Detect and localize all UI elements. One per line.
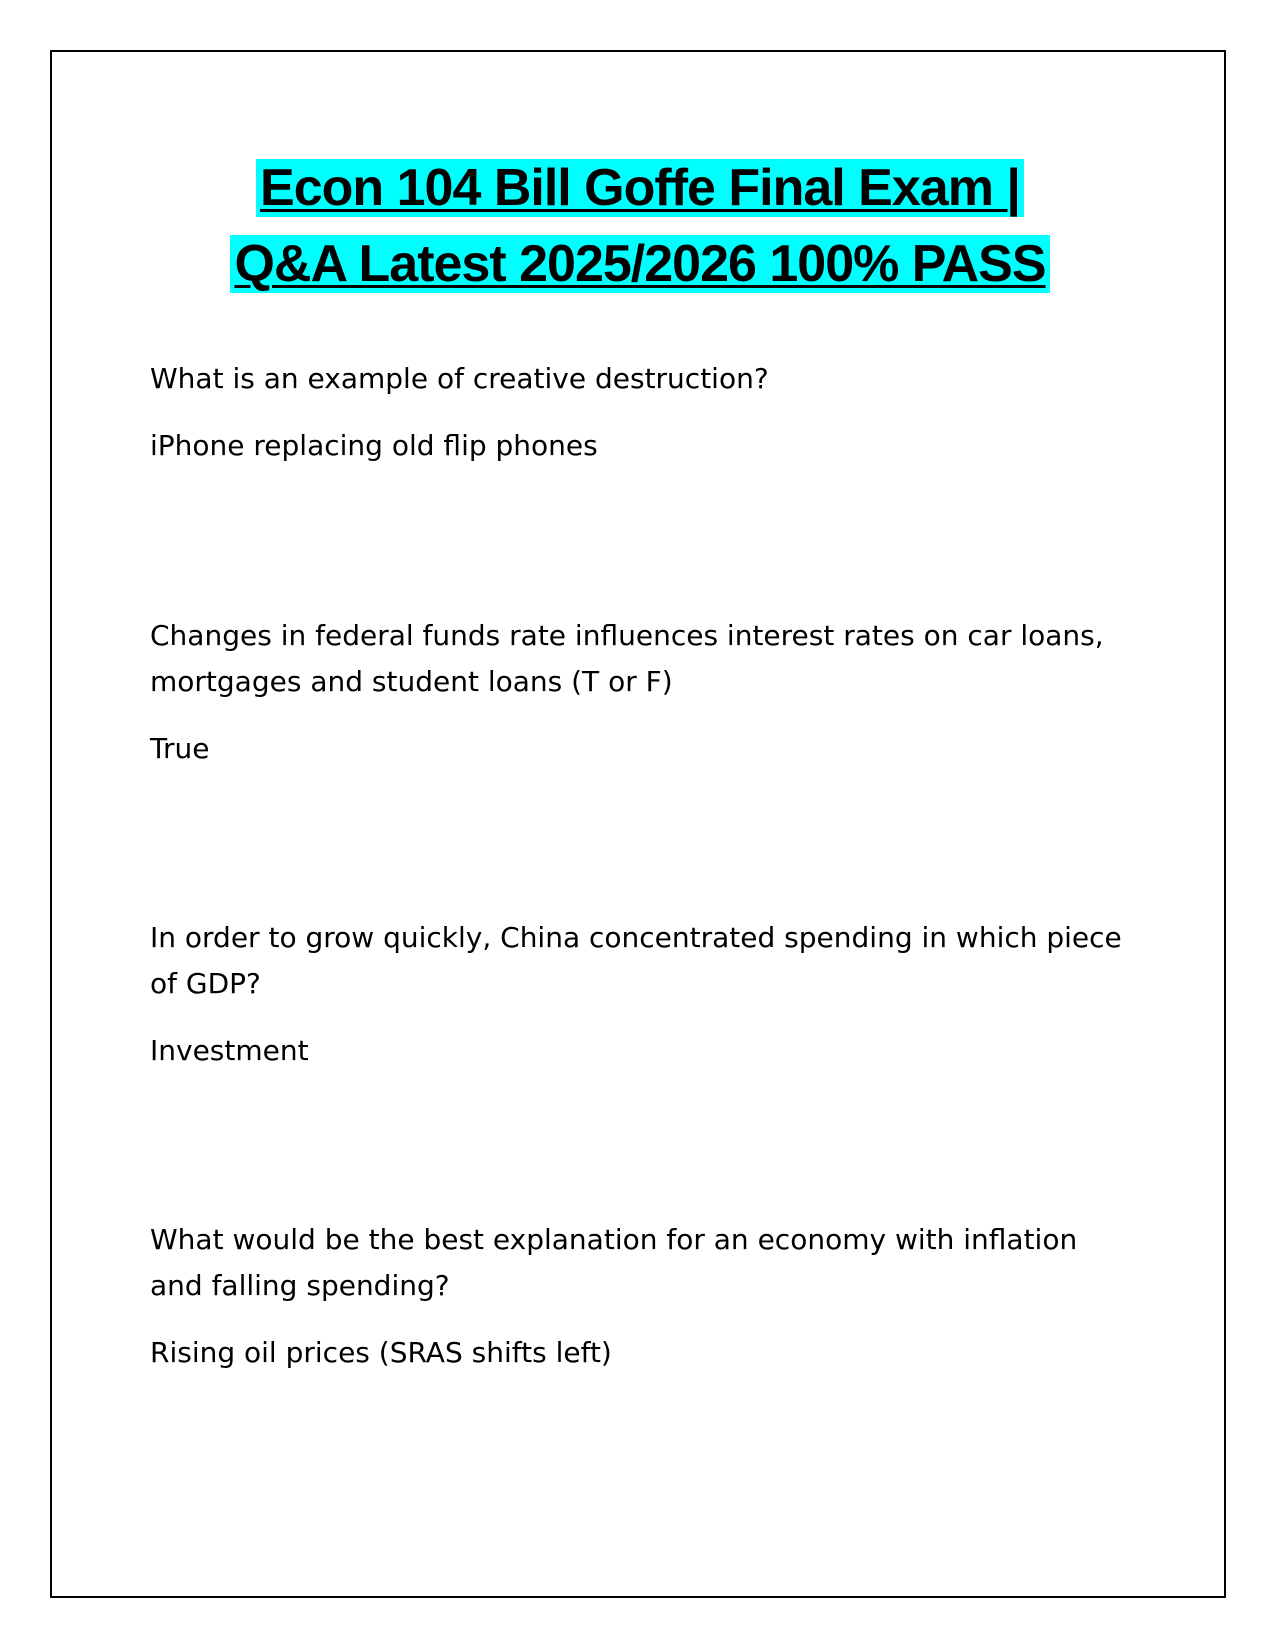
qa-item <box>150 356 1130 469</box>
answer-text: True <box>150 732 210 765</box>
document-title <box>150 150 1130 302</box>
question-text: Changes in federal funds rate influences interest rates on car loans, mortgages and student loans (T or F) <box>150 619 1104 698</box>
qa-item <box>150 613 1130 772</box>
answer-text: Rising oil prices (SRAS shifts left) <box>150 1336 612 1369</box>
title-text-1: Econ 104 Bill Goffe Final Exam | <box>256 159 1024 217</box>
qa-item <box>150 915 1130 1074</box>
title-text-2: Q&A Latest 2025/2026 100% PASS <box>230 235 1049 293</box>
title-line-1 <box>150 150 1130 226</box>
question-text: What is an example of creative destruction? <box>150 362 769 395</box>
title-line-2 <box>150 226 1130 302</box>
question-text: In order to grow quickly, China concentrated spending in which piece of GDP? <box>150 921 1122 1000</box>
question-text: What would be the best explanation for an economy with inflation and falling spending? <box>150 1223 1078 1302</box>
answer-text: Investment <box>150 1034 309 1067</box>
qa-item <box>150 1217 1130 1376</box>
answer-text: iPhone replacing old flip phones <box>150 429 598 462</box>
